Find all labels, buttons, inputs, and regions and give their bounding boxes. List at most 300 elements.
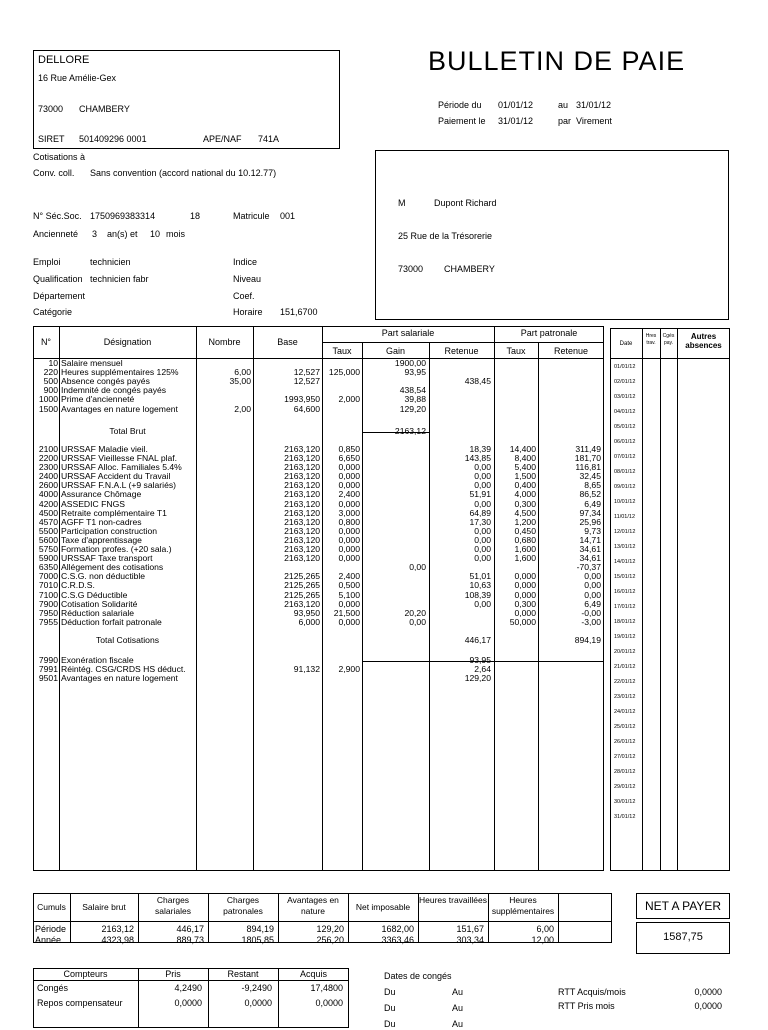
table-cell-r: 0,00 <box>474 498 491 509</box>
table-cell-r: 129,20 <box>464 673 491 684</box>
table-cell-n: 7010 <box>38 580 58 591</box>
table-cell-t: 0,000 <box>338 544 360 554</box>
calendar-date: 18/01/12 <box>614 619 636 625</box>
table-cell-t2: 8,400 <box>514 453 536 463</box>
table-cell-g: 0,00 <box>409 616 426 627</box>
table-cell-d: Absence congés payés <box>61 376 150 387</box>
table-cell-b: 2163,120 <box>284 507 320 518</box>
cumuls-header: Cumuls <box>37 902 66 912</box>
cumuls-periode-cell: 6,00 <box>536 924 554 934</box>
table-cell-t: 0,000 <box>338 598 360 609</box>
table-cell-r2: 0,00 <box>584 589 601 600</box>
table-cell-t2: 4,000 <box>514 489 536 500</box>
matricule-value: 001 <box>280 211 296 221</box>
table-cell-r2: 6,49 <box>584 498 601 509</box>
page-title: BULLETIN DE PAIE <box>428 46 686 76</box>
table-cell-d: ASSEDIC FNGS <box>61 498 125 509</box>
calendar-date: 22/01/12 <box>614 679 636 685</box>
table-cell-r2: 8,65 <box>584 480 601 491</box>
anciennete-years: 3 <box>92 229 98 239</box>
hres-trav-header: Hres trav. <box>645 333 657 346</box>
table-cell-r2: 116,81 <box>575 462 601 473</box>
table-cell-g: 20,20 <box>404 607 426 618</box>
table-cell-n: 220 <box>43 367 58 378</box>
employer-city: CHAMBERY <box>79 104 130 114</box>
table-cell-t2: 14,400 <box>509 443 536 454</box>
horaire-value: 151,6700 <box>280 307 318 317</box>
compteurs-cell: -9,2490 <box>241 983 272 993</box>
calendar-date: 03/01/12 <box>614 394 636 400</box>
table-cell-r: 0,00 <box>474 480 491 491</box>
cumuls-header: Heures travaillées <box>418 895 488 905</box>
anciennete-mid: an(s) et <box>107 229 138 239</box>
table-cell-n: 7900 <box>38 598 58 609</box>
rtt-acquis-label: RTT Acquis/mois <box>558 987 626 997</box>
table-cell-t: 0,000 <box>338 534 360 545</box>
table-cell-d: Participation construction <box>61 525 158 536</box>
calendar-date: 06/01/12 <box>614 439 636 445</box>
employee-postcode: 73000 <box>398 264 424 274</box>
secsoc-key: 18 <box>190 211 201 221</box>
table-cell-b: 2163,120 <box>284 498 320 509</box>
employer-name: DELLORE <box>38 54 90 66</box>
table-cell-t: 0,000 <box>338 553 360 564</box>
table-cell-r: 0,00 <box>474 544 491 554</box>
table-cell-b: 2125,265 <box>284 589 320 600</box>
table-cell-d: URSSAF Alloc. Familiales 5.4% <box>61 462 182 473</box>
table-cell-t2: 0,000 <box>514 580 536 591</box>
table-cell-t: 0,850 <box>338 443 360 454</box>
header-nombre: Nombre <box>208 337 241 347</box>
table-cell-r: 2,64 <box>474 664 491 675</box>
period-label: Période du <box>438 100 482 110</box>
employer-postcode: 73000 <box>38 104 64 114</box>
table-cell-b: 2163,120 <box>284 516 320 527</box>
table-cell-n: 7991 <box>38 664 58 675</box>
table-cell-n: 2300 <box>38 462 58 473</box>
cumuls-periode-cell: 129,20 <box>316 924 344 934</box>
table-cell-nb: 6,00 <box>234 367 251 378</box>
matricule-label: Matricule <box>233 211 270 221</box>
qualification-value: technicien fabr <box>90 274 149 284</box>
table-cell-t2: 4,500 <box>514 507 536 518</box>
cumuls-header: Heures supplémentaires <box>491 895 555 916</box>
qualification-label: Qualification <box>33 274 83 284</box>
table-cell-b: 2163,120 <box>284 471 320 482</box>
cumuls-header: Salaire brut <box>82 902 126 912</box>
table-cell-t2: 0,000 <box>514 571 536 582</box>
calendar-date: 08/01/12 <box>614 469 636 475</box>
payment-method: Virement <box>576 116 612 126</box>
cumuls-periode-cell: 446,17 <box>176 924 204 934</box>
calendar-date: 27/01/12 <box>614 754 636 760</box>
cumuls-annee-cell: 4323,98 <box>101 935 134 945</box>
table-cell-t: 3,000 <box>338 507 360 518</box>
table-cell-d: Avantages en nature logement <box>61 403 178 414</box>
table-cell-n: 4000 <box>38 489 58 500</box>
ape-value: 741A <box>258 134 280 144</box>
table-cell-d: URSSAF F.N.A.L (+9 salariés) <box>61 480 177 491</box>
table-cell-g: 39,88 <box>404 394 426 405</box>
table-cell-n: 7100 <box>38 589 58 600</box>
table-cell-d: Prime d'ancienneté <box>61 394 135 405</box>
table-cell-d: Allégement des cotisations <box>61 562 164 573</box>
table-cell-t: 2,400 <box>338 571 360 582</box>
table-cell-r2: 25,96 <box>579 516 601 527</box>
cumuls-annee-cell: 303,34 <box>456 935 484 945</box>
conges-du-3: Du <box>384 1019 396 1029</box>
conges-au-2: Au <box>452 1003 464 1013</box>
table-cell-r2: 181,70 <box>574 453 601 463</box>
table-cell-t: 0,000 <box>338 525 360 536</box>
conges-du-1: Du <box>384 987 396 997</box>
table-cell-t2: 50,000 <box>509 616 536 627</box>
calendar-date: 25/01/12 <box>614 724 636 730</box>
calendar-date: 29/01/12 <box>614 784 636 790</box>
table-cell-r: 10,63 <box>469 580 491 591</box>
table-cell-t: 0,000 <box>338 480 360 491</box>
table-cell-d: Réduction salariale <box>61 607 135 618</box>
calendar-date: 26/01/12 <box>614 739 636 745</box>
table-cell-t2: 1,600 <box>514 553 536 564</box>
cumuls-annee-cell: 12,00 <box>531 935 554 945</box>
table-cell-b: 6,000 <box>298 616 320 627</box>
compteurs-header: Pris <box>165 969 181 979</box>
calendar-date: 09/01/12 <box>614 484 636 490</box>
table-cell-t2: 0,300 <box>514 498 536 509</box>
calendar-date: 19/01/12 <box>614 634 636 640</box>
secsoc-label: N° Séc.Soc. <box>33 211 82 221</box>
cumuls-header: Avantages en nature <box>287 895 339 916</box>
table-cell-d: Heures supplémentaires 125% <box>61 367 179 378</box>
rtt-acquis-value: 0,0000 <box>694 987 722 997</box>
period-to: 31/01/12 <box>576 100 612 110</box>
calendar-date: 15/01/12 <box>614 574 636 580</box>
header-part-salariale: Part salariale <box>381 328 435 338</box>
table-cell-t2: 1,500 <box>514 471 536 482</box>
table-cell-t: 2,000 <box>338 394 360 405</box>
cumuls-periode-cell: 894,19 <box>246 924 274 934</box>
table-cell-n: 7000 <box>38 571 58 582</box>
horaire-label: Horaire <box>233 307 263 317</box>
conges-au-3: Au <box>452 1019 464 1029</box>
calendar-date: 20/01/12 <box>614 649 636 655</box>
table-cell-t2: 1,200 <box>514 516 536 527</box>
table-cell-n: 7950 <box>38 607 58 618</box>
table-cell-r: 0,00 <box>474 598 491 609</box>
compteurs-cell: 17,4800 <box>310 983 343 993</box>
table-cell-n: 9501 <box>38 673 58 684</box>
table-cell-d: C.S.G Déductible <box>61 589 128 600</box>
table-cell-n: 4500 <box>38 507 58 518</box>
table-cell-b: 2163,120 <box>284 443 320 454</box>
table-cell-t: 2,900 <box>338 664 360 675</box>
siret-label: SIRET <box>38 134 65 144</box>
table-cell-r2: -0,00 <box>581 607 601 618</box>
table-cell-b: 1993,950 <box>284 394 320 405</box>
anciennete-unit: mois <box>166 229 186 239</box>
table-cell-t: 6,650 <box>338 453 360 463</box>
emploi-label: Emploi <box>33 257 61 267</box>
table-row <box>0 636 604 645</box>
indice-label: Indice <box>233 257 258 267</box>
header-num: N° <box>40 337 52 347</box>
rtt-pris-label: RTT Pris mois <box>558 1001 615 1011</box>
coef-label: Coef. <box>233 291 255 301</box>
table-cell-n: 7955 <box>38 616 58 627</box>
table-cell-n: 4570 <box>38 516 58 527</box>
table-cell-b: 2163,120 <box>284 525 320 536</box>
categorie-label: Catégorie <box>33 307 73 317</box>
table-cell-g: 129,20 <box>399 403 426 414</box>
table-cell-n: 1000 <box>38 394 58 405</box>
table-cell-n: 4200 <box>38 498 58 509</box>
autres-absences-header: Autres absences <box>685 332 722 350</box>
calendar-date: 05/01/12 <box>614 424 636 430</box>
table-cell-r2: 32,45 <box>579 471 601 482</box>
cumuls-periode-cell: 1682,00 <box>381 924 414 934</box>
anciennete-label: Ancienneté <box>33 229 79 239</box>
header-base: Base <box>277 337 298 347</box>
table-row <box>0 674 604 683</box>
table-cell-r: 0,00 <box>474 462 491 473</box>
table-cell-r: 438,45 <box>464 376 491 387</box>
table-row <box>0 427 604 436</box>
table-cell-r2: 311,49 <box>575 443 601 454</box>
table-cell-r: 17,30 <box>469 516 491 527</box>
table-cell-d: Indemnité de congés payés <box>61 385 167 396</box>
table-cell-t: 125,000 <box>328 367 360 378</box>
table-cell-nb: 2,00 <box>234 403 251 414</box>
table-cell-n: 1500 <box>38 403 58 414</box>
calendar-date: 11/01/12 <box>614 514 636 520</box>
table-cell-r: 51,91 <box>469 489 491 500</box>
table-cell-t2: 0,000 <box>514 589 536 600</box>
table-cell-b: 2163,120 <box>284 544 320 554</box>
table-cell-b: 12,527 <box>293 367 320 378</box>
table-cell-n: 900 <box>43 385 58 396</box>
table-cell-t: 0,500 <box>338 580 360 591</box>
niveau-label: Niveau <box>233 274 262 284</box>
calendar-date: 23/01/12 <box>614 694 636 700</box>
table-row <box>0 618 604 627</box>
table-cell-t: 0,800 <box>338 516 360 527</box>
calendar-date: 24/01/12 <box>614 709 636 715</box>
secsoc-value: 1750969383314 <box>90 211 156 221</box>
compteurs-header: Acquis <box>299 969 327 979</box>
table-cell-r2: 34,61 <box>579 544 601 554</box>
table-cell-d: Assurance Chômage <box>61 489 142 500</box>
table-cell-t: 0,000 <box>338 471 360 482</box>
calendar-date: 10/01/12 <box>614 499 636 505</box>
cumuls-header: Charges salariales <box>155 895 191 916</box>
calendar-date: 30/01/12 <box>614 799 636 805</box>
table-cell-t2: 0,000 <box>514 607 536 618</box>
period-from: 01/01/12 <box>498 100 534 110</box>
conges-title: Dates de congés <box>384 971 452 981</box>
table-cell-n: 5900 <box>38 553 58 564</box>
table-cell-t2: 0,300 <box>514 598 536 609</box>
table-cell-n: 10 <box>48 358 58 368</box>
table-cell-d: Taxe d'apprentissage <box>61 534 142 545</box>
cumuls-annee-cell: 889,73 <box>176 935 204 945</box>
table-cell-r: 0,00 <box>474 534 491 545</box>
compteurs-cell: 0,0000 <box>244 998 272 1008</box>
table-cell-b: 2163,120 <box>284 598 320 609</box>
departement-label: Département <box>33 291 86 301</box>
table-cell-r2: 97,34 <box>579 507 601 518</box>
header-gain: Gain <box>385 346 405 356</box>
table-cell-t2: 0,450 <box>514 525 536 536</box>
emploi-value: technicien <box>90 257 131 267</box>
table-row <box>0 405 604 414</box>
table-cell-b: 2163,120 <box>284 453 320 463</box>
cumuls-annee-cell: 256,20 <box>316 935 344 945</box>
table-cell-t2: 0,400 <box>514 480 536 491</box>
header-part-patronale: Part patronale <box>520 328 578 338</box>
table-cell-t2: 0,680 <box>514 534 536 545</box>
table-cell-r: 446,17 <box>464 635 491 645</box>
table-cell-t: 0,000 <box>338 616 360 627</box>
table-cell-n: 500 <box>43 376 58 387</box>
calendar-date: 28/01/12 <box>614 769 636 775</box>
conges-du-2: Du <box>384 1003 396 1013</box>
table-cell-d: Formation profes. (+20 sala.) <box>61 544 172 554</box>
table-cell-t2: 5,400 <box>514 462 536 473</box>
table-cell-d: URSSAF Taxe transport <box>61 553 153 564</box>
calendar-date: 02/01/12 <box>614 379 636 385</box>
payment-label: Paiement le <box>438 116 486 126</box>
table-cell-r2: 9,73 <box>584 525 601 536</box>
table-cell-r: 51,01 <box>469 571 491 582</box>
compteurs-header: Restant <box>227 969 259 979</box>
employee-city: CHAMBERY <box>444 264 495 274</box>
table-cell-b: 2163,120 <box>284 489 320 500</box>
table-cell-g: 1900,00 <box>394 358 426 368</box>
table-cell-n: 7990 <box>38 655 58 666</box>
table-cell-d: URSSAF Vieillesse FNAL plaf. <box>61 453 178 463</box>
calendar-date: 16/01/12 <box>614 589 636 595</box>
table-cell-b: 64,600 <box>293 403 320 414</box>
table-cell-n: 5500 <box>38 525 58 536</box>
cumuls-header: Charges patronales <box>223 895 263 916</box>
table-cell-g: 2163,12 <box>394 425 426 436</box>
table-cell-d: Exonération fiscale <box>61 655 134 666</box>
table-cell-d: Cotisation Solidarité <box>61 598 138 609</box>
table-cell-t: 0,000 <box>338 462 360 473</box>
table-cell-n: 2400 <box>38 471 58 482</box>
compteurs-cell: 0,0000 <box>174 998 202 1008</box>
payment-method-label: par <box>558 116 572 126</box>
table-cell-t: 21,500 <box>333 607 360 618</box>
cotisations-label: Cotisations à <box>33 152 86 162</box>
header-taux-patronal: Taux <box>506 346 526 356</box>
header-retenue: Retenue <box>444 346 479 356</box>
table-cell-r2: 6,49 <box>584 598 601 609</box>
date-header: Date <box>619 341 633 347</box>
table-cell-d: AGFF T1 non-cadres <box>61 516 142 527</box>
table-row <box>0 627 604 636</box>
table-cell-n: 2100 <box>38 443 58 454</box>
siret-value: 501409296 0001 <box>79 134 147 144</box>
table-cell-r: 143,85 <box>464 453 491 463</box>
table-cell-b: 2163,120 <box>284 462 320 473</box>
calendar-date: 13/01/12 <box>614 544 636 550</box>
compteurs-header: Compteurs <box>63 969 108 979</box>
table-cell-t: 5,100 <box>338 589 360 600</box>
table-cell-d: Salaire mensuel <box>61 358 123 368</box>
table-cell-b: 2163,120 <box>284 480 320 491</box>
table-cell-d: Avantages en nature logement <box>61 673 178 684</box>
calendar-date: 31/01/12 <box>614 814 636 820</box>
calendar-date: 12/01/12 <box>614 529 636 535</box>
calendar-date: 14/01/12 <box>614 559 636 565</box>
table-cell-n: 2600 <box>38 480 58 491</box>
employee-civility: M <box>398 198 406 208</box>
table-cell-b: 2125,265 <box>284 571 320 582</box>
compteurs-cell: Repos compensateur <box>37 998 123 1008</box>
rtt-pris-value: 0,0000 <box>694 1001 722 1011</box>
table-cell-r2: -3,00 <box>581 616 601 627</box>
cumuls-annee-cell: Année <box>35 935 62 945</box>
table-cell-d: Total Cotisations <box>95 635 160 645</box>
table-cell-r: 108,39 <box>464 589 491 600</box>
header-designation: Désignation <box>103 337 152 347</box>
compteurs-cell: Congés <box>37 983 69 993</box>
anciennete-months: 10 <box>150 229 161 239</box>
cumuls-periode-cell: Période <box>35 924 67 934</box>
table-cell-r: 0,00 <box>474 471 491 482</box>
table-cell-b: 93,950 <box>293 607 320 618</box>
cges-pay-header: Cgés pay. <box>662 333 675 346</box>
table-cell-g: 438,54 <box>399 385 426 396</box>
table-cell-d: Total Brut <box>109 425 146 436</box>
table-cell-n: 2200 <box>38 453 58 463</box>
table-cell-r: 64,89 <box>469 507 491 518</box>
table-cell-d: URSSAF Accident du Travail <box>61 471 171 482</box>
compteurs-cell: 4,2490 <box>174 983 202 993</box>
table-cell-d: Retraite complémentaire T1 <box>61 507 167 518</box>
cumuls-annee-cell: 3363,46 <box>381 935 414 945</box>
calendar-date: 21/01/12 <box>614 664 636 670</box>
table-cell-r2: 0,00 <box>584 571 601 582</box>
header-taux: Taux <box>332 346 352 356</box>
employee-street: 25 Rue de la Trésorerie <box>398 231 493 241</box>
table-cell-d: C.R.D.S. <box>61 580 95 591</box>
conges-au-1: Au <box>452 987 464 997</box>
table-cell-d: URSSAF Maladie vieil. <box>61 443 148 454</box>
table-cell-r2: 86,52 <box>579 489 601 500</box>
table-cell-r2: 894,19 <box>574 635 601 645</box>
table-cell-r: 93,95 <box>469 655 491 666</box>
employer-street: 16 Rue Amélie-Gex <box>38 73 117 83</box>
table-cell-n: 5600 <box>38 534 58 545</box>
payment-date: 31/01/12 <box>498 116 534 126</box>
cumuls-periode-cell: 151,67 <box>456 924 484 934</box>
table-cell-d: Déduction forfait patronale <box>61 616 162 627</box>
ape-label: APE/NAF <box>203 134 242 144</box>
table-cell-g: 0,00 <box>409 562 426 573</box>
table-cell-r2: 14,71 <box>579 534 601 545</box>
table-cell-r: 18,39 <box>469 443 491 454</box>
period-to-label: au <box>558 100 569 110</box>
cumuls-annee-cell: 1805,85 <box>241 935 274 945</box>
cumuls-periode-cell: 2163,12 <box>101 924 134 934</box>
compteurs-cell: 0,0000 <box>315 998 343 1008</box>
calendar-date: 17/01/12 <box>614 604 636 610</box>
calendar-date: 04/01/12 <box>614 409 636 415</box>
net-value: 1587,75 <box>663 931 703 943</box>
